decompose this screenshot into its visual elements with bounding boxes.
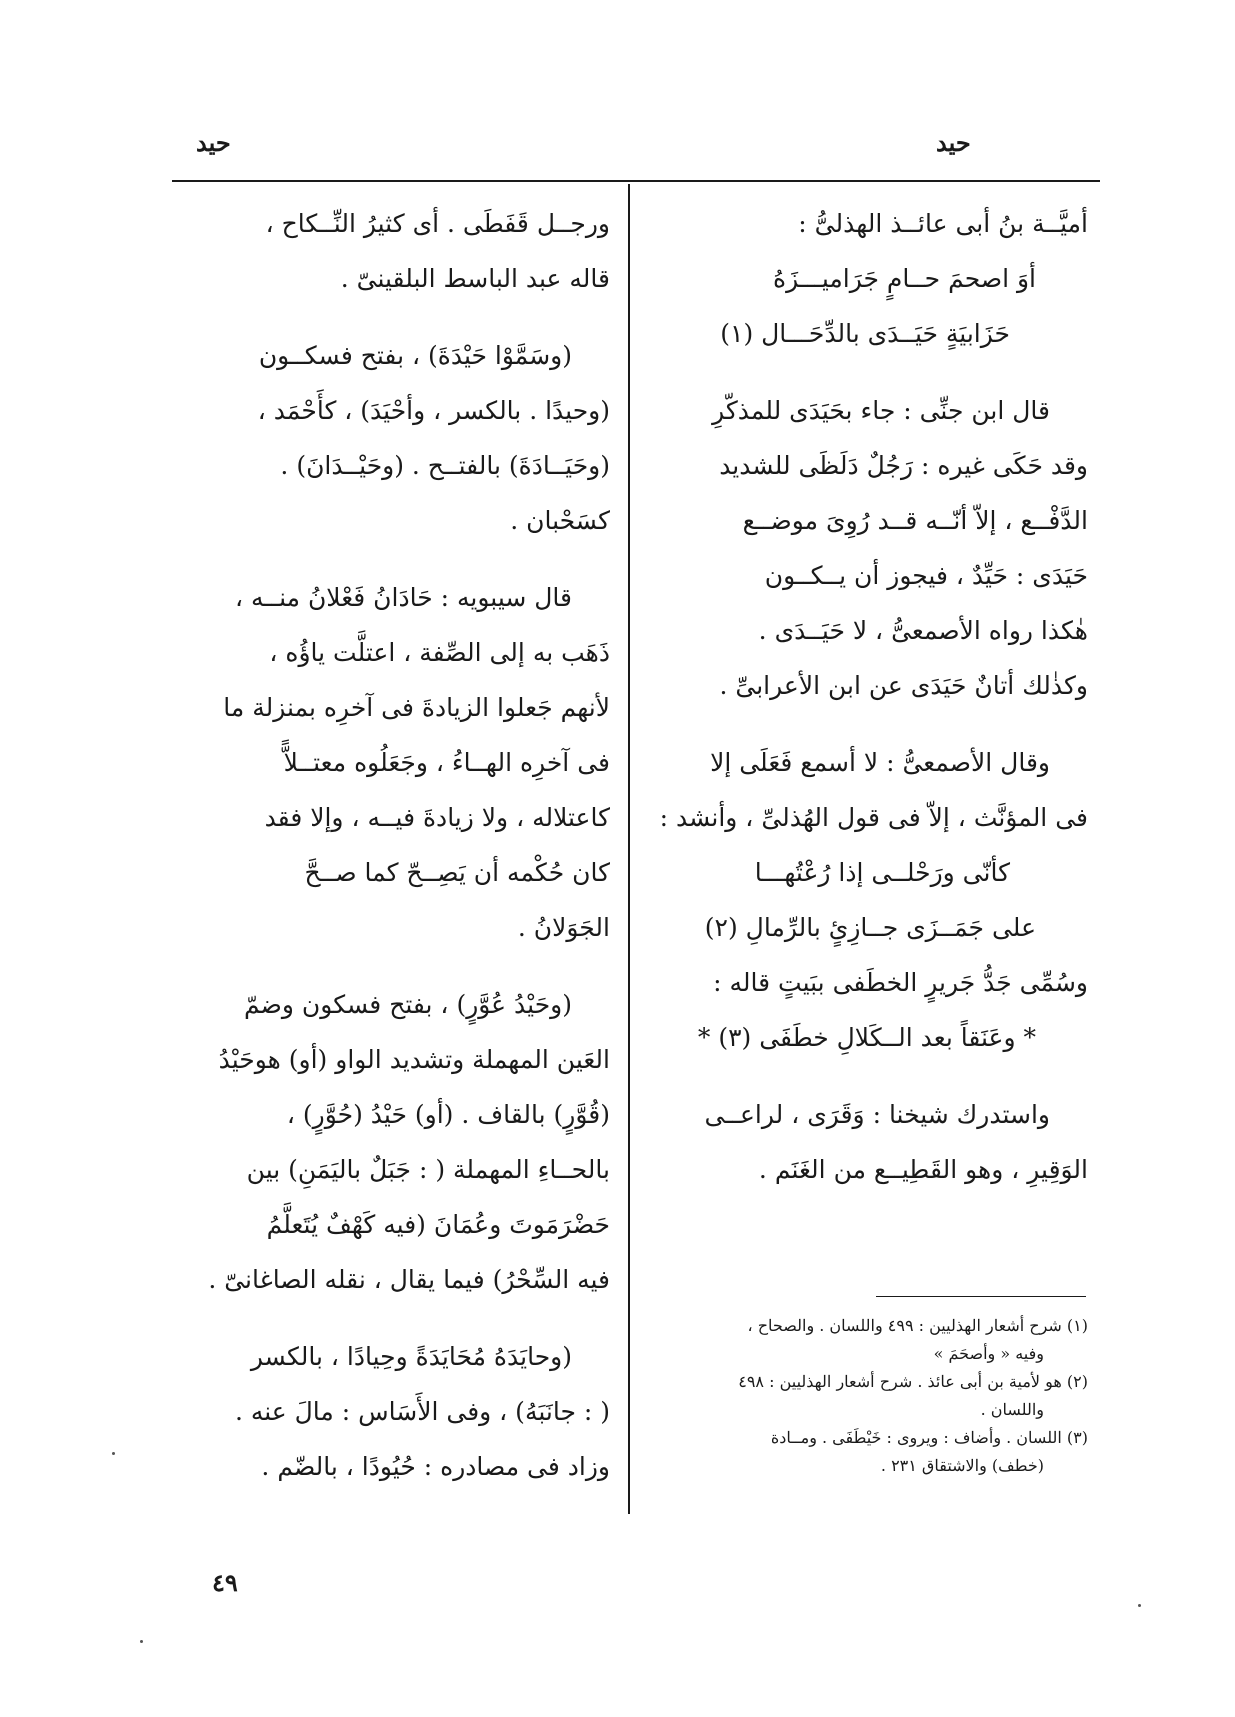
footnotes: [648, 1312, 1088, 1480]
text-line: ذَهَب به إلى الصِّفة ، اعتلَّت ياؤُه ،: [269, 638, 610, 667]
paragraph-gap: [172, 1307, 610, 1329]
text-line: بالحــاءِ المهملة ( : جَبَلٌ باليَمَنِ) بين: [246, 1155, 610, 1184]
text-line: (وحيدًا . بالكسر ، وأحْيَدَ) ، كأَحْمَد ،: [257, 396, 610, 425]
text-line: كان حُكْمه أن يَصِــحّ كما صــحَّ: [304, 858, 610, 887]
verse-line: على جَمَــزَى جــازِئٍ بالرِّمالِ (٢): [704, 913, 1036, 942]
text-line: الوَقِيرِ ، وهو القَطِيــع من الغَنَم .: [758, 1155, 1088, 1184]
footnote-rule: [876, 1296, 1086, 1297]
left-column: [172, 196, 610, 1494]
paragraph-gap: [172, 548, 610, 570]
text-line: فيه السِّحْرُ) فيما يقال ، نقله الصاغانىّ .: [208, 1265, 610, 1294]
footnote-line: واللسان .: [980, 1400, 1044, 1419]
verse-line: كأنّى ورَحْلــى إذا رُعْتُهـــا: [754, 858, 1010, 887]
page-number: ٤٩: [212, 1568, 238, 1597]
footnote-line: (١) شرح أشعار الهذليين : ٤٩٩ واللسان . والصحاح ،: [747, 1316, 1088, 1335]
text-line: الجَوَلانُ .: [517, 913, 610, 942]
text-line: ( : جانَبَهُ) ، وفى الأَسَاس : مالَ عنه .: [234, 1397, 610, 1426]
text-line: (وسَمَّوْا حَيْدَةَ) ، بفتح فسكــون: [258, 341, 572, 370]
text-line: كسَحْبان .: [510, 506, 610, 535]
text-line: (وحايَدَهُ مُحَايَدَةً وحِيادًا ، بالكسر: [250, 1342, 572, 1371]
paragraph-gap: [172, 306, 610, 328]
footnote-line: (خطف) والاشتقاق ٢٣١ .: [880, 1456, 1044, 1475]
text-line: وكذٰلك أتانٌ حَيَدَى عن ابن الأعرابىِّ .: [719, 671, 1088, 700]
text-line: أميَّــة بنُ أبى عائــذ الهذلىُّ :: [798, 209, 1088, 238]
text-line: ورجــل قَفَطَى . أى كثيرُ النِّــكاح ،: [265, 209, 610, 238]
verse-line: أوَ اصحمَ حــامٍ جَرَاميـــزَهُ: [772, 264, 1036, 293]
text-line: وسُمِّى جَدُّ جَريرٍ الخطَفى ببَيتٍ قاله :: [713, 968, 1088, 997]
scan-speck: [112, 1452, 115, 1455]
text-line: لأنهم جَعلوا الزيادةَ فى آخرِه بمنزلة ما: [223, 693, 610, 722]
paragraph-gap: [648, 1065, 1088, 1087]
running-header-left: حيد: [196, 128, 231, 157]
text-line: (وحَيْدُ عُوَّرٍ) ، بفتح فسكون وضمّ: [244, 990, 572, 1019]
text-line: فى آخرِه الهــاءُ ، وجَعَلُوه معتــلاًّ: [283, 748, 610, 777]
text-line: واستدرك شيخنا : وَقَرَى ، لراعــى: [704, 1100, 1050, 1129]
text-line: وزاد فى مصادره : حُيُودًا ، بالضّم .: [261, 1452, 610, 1481]
running-header-right: حيد: [936, 128, 971, 157]
text-line: وقال الأصمعىُّ : لا أسمع فَعَلَى إلا: [710, 748, 1050, 777]
text-line: كاعتلاله ، ولا زيادةَ فيــه ، وإلا فقد: [264, 803, 610, 832]
text-line: الدَّفْــع ، إلاّ أنّــه قــد رُوِىَ موضــع: [742, 506, 1088, 535]
footnote-line: (٣) اللسان . وأضاف : ويروى : خَيْطَفَى . ومــادة: [770, 1428, 1088, 1447]
verse-line: حَزَابيَةٍ حَيَــدَى بالدِّحَـــال (١): [720, 319, 1010, 348]
paragraph-gap: [648, 361, 1088, 383]
footnote-line: (٢) هو لأمية بن أبى عائذ . شرح أشعار الهذليين : ٤٩٨: [738, 1372, 1088, 1391]
footnote-line: وفيه « وأصحَمَ »: [933, 1344, 1044, 1363]
paragraph-gap: [648, 713, 1088, 735]
text-line: حَيَدَى : حَيِّدٌ ، فيجوز أن يــكــون: [764, 561, 1088, 590]
column-divider: [628, 184, 630, 1514]
text-line: قال سيبويه : حَادَانُ فَعْلانُ منــه ،: [235, 583, 572, 612]
text-line: قال ابن جنِّى : جاء بحَيَدَى للمذكّرِ: [712, 396, 1050, 425]
text-line: فى المؤنَّث ، إلاّ فى قول الهُذلىِّ ، وأنشد :: [659, 803, 1088, 832]
text-line: (قُوَّرٍ) بالقاف . (أو) حَيْدُ (حُوَّرٍ) ،: [286, 1100, 610, 1129]
text-line: قاله عبد الباسط البلقينىّ .: [340, 264, 610, 293]
right-column: [648, 196, 1088, 1197]
header-rule: [172, 180, 1100, 182]
text-line: (وحَيَــادَةَ) بالفتــح . (وحَيْــدَانَ) .: [280, 451, 610, 480]
text-line: حَضْرَمَوتَ وعُمَانَ (فيه كَهْفٌ يُتَعلَّمُ: [266, 1210, 610, 1239]
text-line: وقد حَكَى غيره : رَجُلٌ دَلَظَى للشديد: [719, 451, 1088, 480]
text-line: هٰكذا رواه الأصمعىُّ ، لا حَيَــدَى .: [758, 616, 1088, 645]
paragraph-gap: [172, 955, 610, 977]
scan-speck: [140, 1640, 143, 1643]
text-line: العَين المهملة وتشديد الواو (أو) هوحَيْدُ: [218, 1045, 610, 1074]
scan-speck: [1138, 1604, 1141, 1607]
verse-line: * وعَنَقاً بعد الــكَلالِ خطَفَى (٣) *: [697, 1023, 1036, 1052]
